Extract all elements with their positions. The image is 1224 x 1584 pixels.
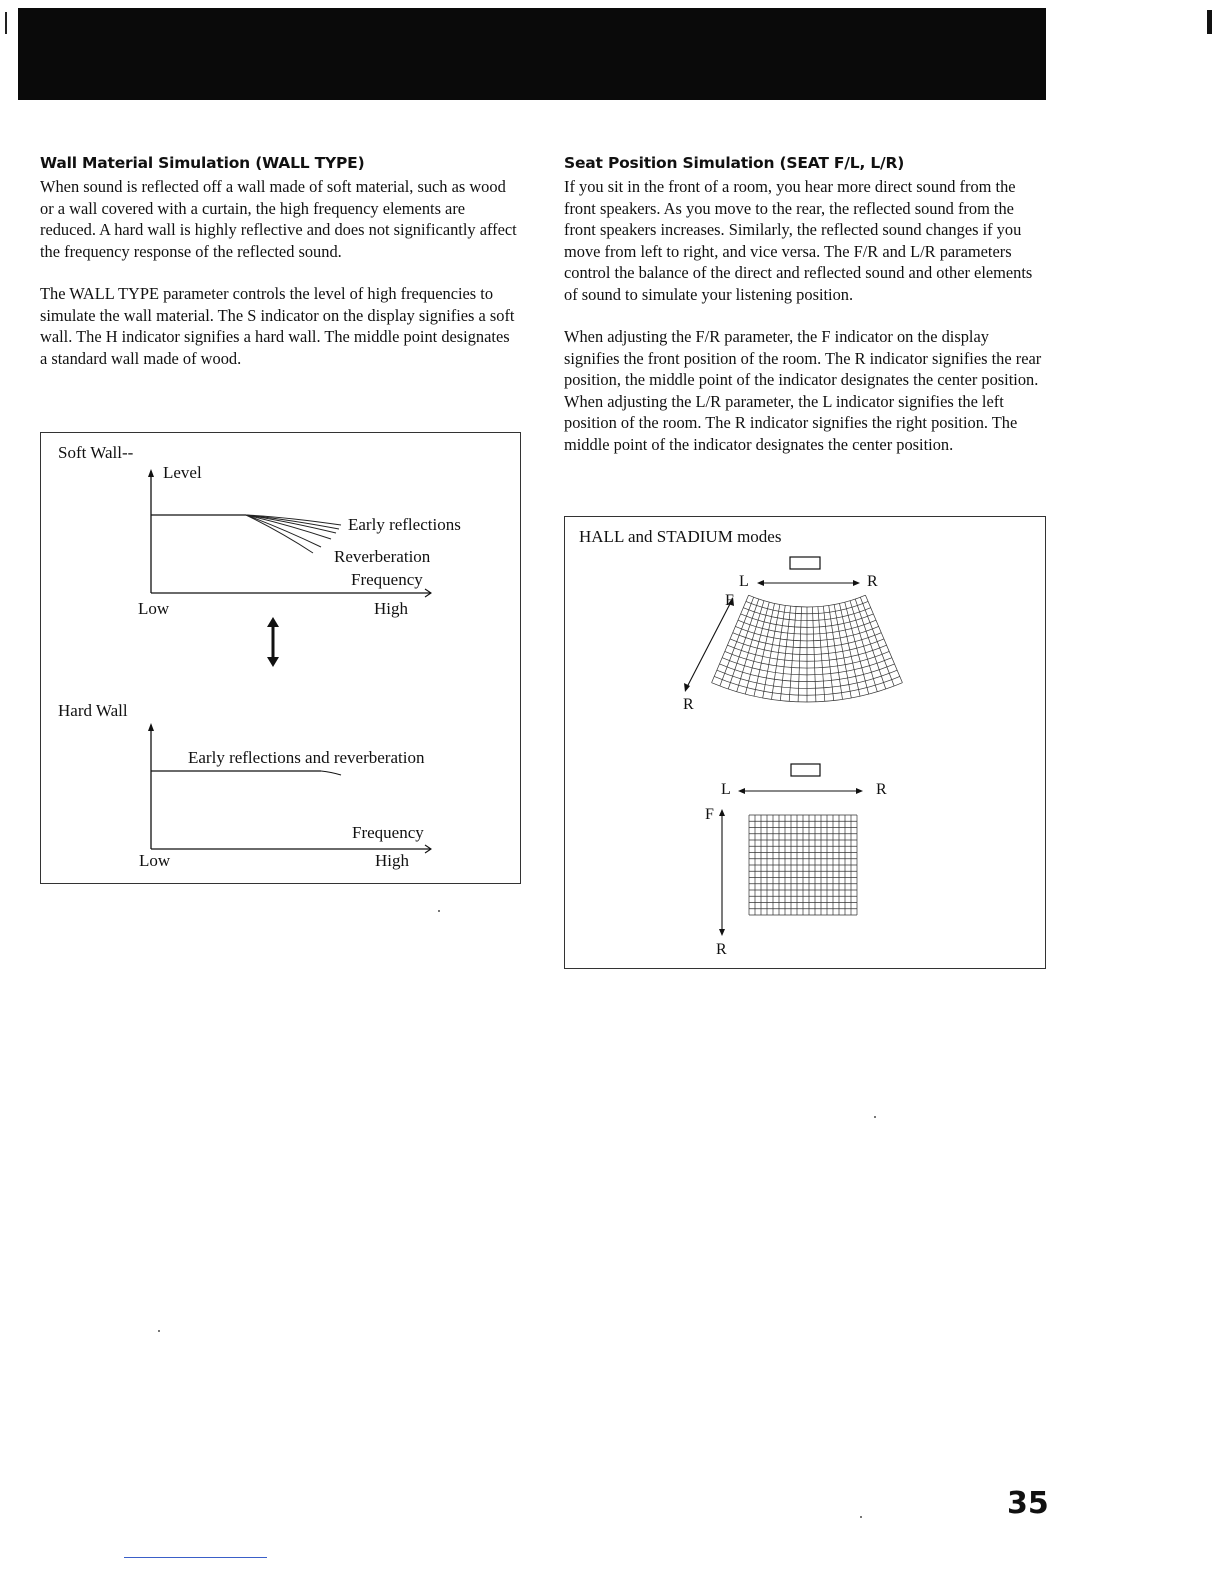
hall-front-label: F [725,592,734,609]
stadium-stage-rect [791,764,820,776]
hall-stadium-title: HALL and STADIUM modes [579,527,782,546]
soft-frequency-label: Frequency [351,570,423,589]
hard-wall-label: Hard Wall [58,701,128,720]
hall-stage-rect [790,557,820,569]
early-reflections-label: Early reflections [348,515,461,534]
hard-high-label: High [375,851,409,870]
header-bar [18,8,1046,100]
soft-rolloff-curves [246,515,341,553]
hall-rear-label: R [683,696,694,713]
wall-type-figure [40,432,521,884]
seat-position-diagram [565,517,1045,968]
stadium-seating-grid [749,815,857,915]
edge-mark-right [1207,10,1212,34]
hall-right-label: R [867,573,878,590]
stadium-rear-label: R [716,941,727,958]
wall-type-diagram [41,433,520,883]
footer-rule [124,1557,267,1558]
scan-speck [874,1116,876,1118]
hard-level-arrow [148,723,154,731]
stadium-left-label: L [721,781,731,798]
seat-position-heading: Seat Position Simulation (SEAT F/L, L/R) [564,154,905,172]
seat-position-section [564,152,1046,455]
hall-fr-arrow [686,600,732,689]
seat-position-paragraph-1: If you sit in the front of a room, you hear more direct sound from the front speakers. As you move to the rear, the reflected sound from the front speakers increases. Similarly, the reflected sound changes if you move from left to right, and vice versa. The F/R and L/R parameters control the balance of the direct and reflected sound and other elements of sound to simulate your listening position. [564,177,1033,304]
soft-high-label: High [374,599,408,618]
soft-low-label: Low [138,599,170,618]
stadium-front-label: F [705,806,714,823]
early-reflections-reverberation-label: Early reflections and reverberation [188,748,425,767]
wall-material-heading: Wall Material Simulation (WALL TYPE) [40,154,365,172]
stadium-right-label: R [876,781,887,798]
page-number: 35 [1007,1486,1049,1521]
reverberation-label: Reverberation [334,547,431,566]
scan-speck [860,1516,862,1518]
level-label: Level [163,463,202,482]
soft-level-arrow [148,469,154,477]
scan-speck [158,1330,160,1332]
wall-material-paragraph-1: When sound is reflected off a wall made of soft material, such as wood or a wall covered with a curtain, the high frequency elements are reduced. A hard wall is highly reflective and does not significantly affect the frequency response of the reflected sound. [40,177,517,261]
hard-frequency-label: Frequency [352,823,424,842]
hall-left-label: L [739,573,749,590]
edge-mark-left [5,12,7,34]
seat-position-figure [564,516,1046,969]
seat-position-paragraph-2: When adjusting the F/R parameter, the F indicator on the display signifies the front position of the room. The R indicator signifies the rear position, the middle point of the indicator designates the center position. When adjusting the L/R parameter, the L indicator signifies the left position of the room. The R indicator signifies the right position. The middle point of the indicator designates the center position. [564,327,1042,454]
hard-low-label: Low [139,851,171,870]
hall-seating-grid [712,595,903,702]
wall-material-section [40,152,520,369]
wall-material-paragraph-2: The WALL TYPE parameter controls the level of high frequencies to simulate the wall material. The S indicator on the display signifies a soft wall. The H indicator signifies a hard wall. The middle point designates a standard wall made of wood. [40,284,515,368]
scan-speck [438,910,440,912]
soft-wall-label: Soft Wall-- [58,443,134,462]
